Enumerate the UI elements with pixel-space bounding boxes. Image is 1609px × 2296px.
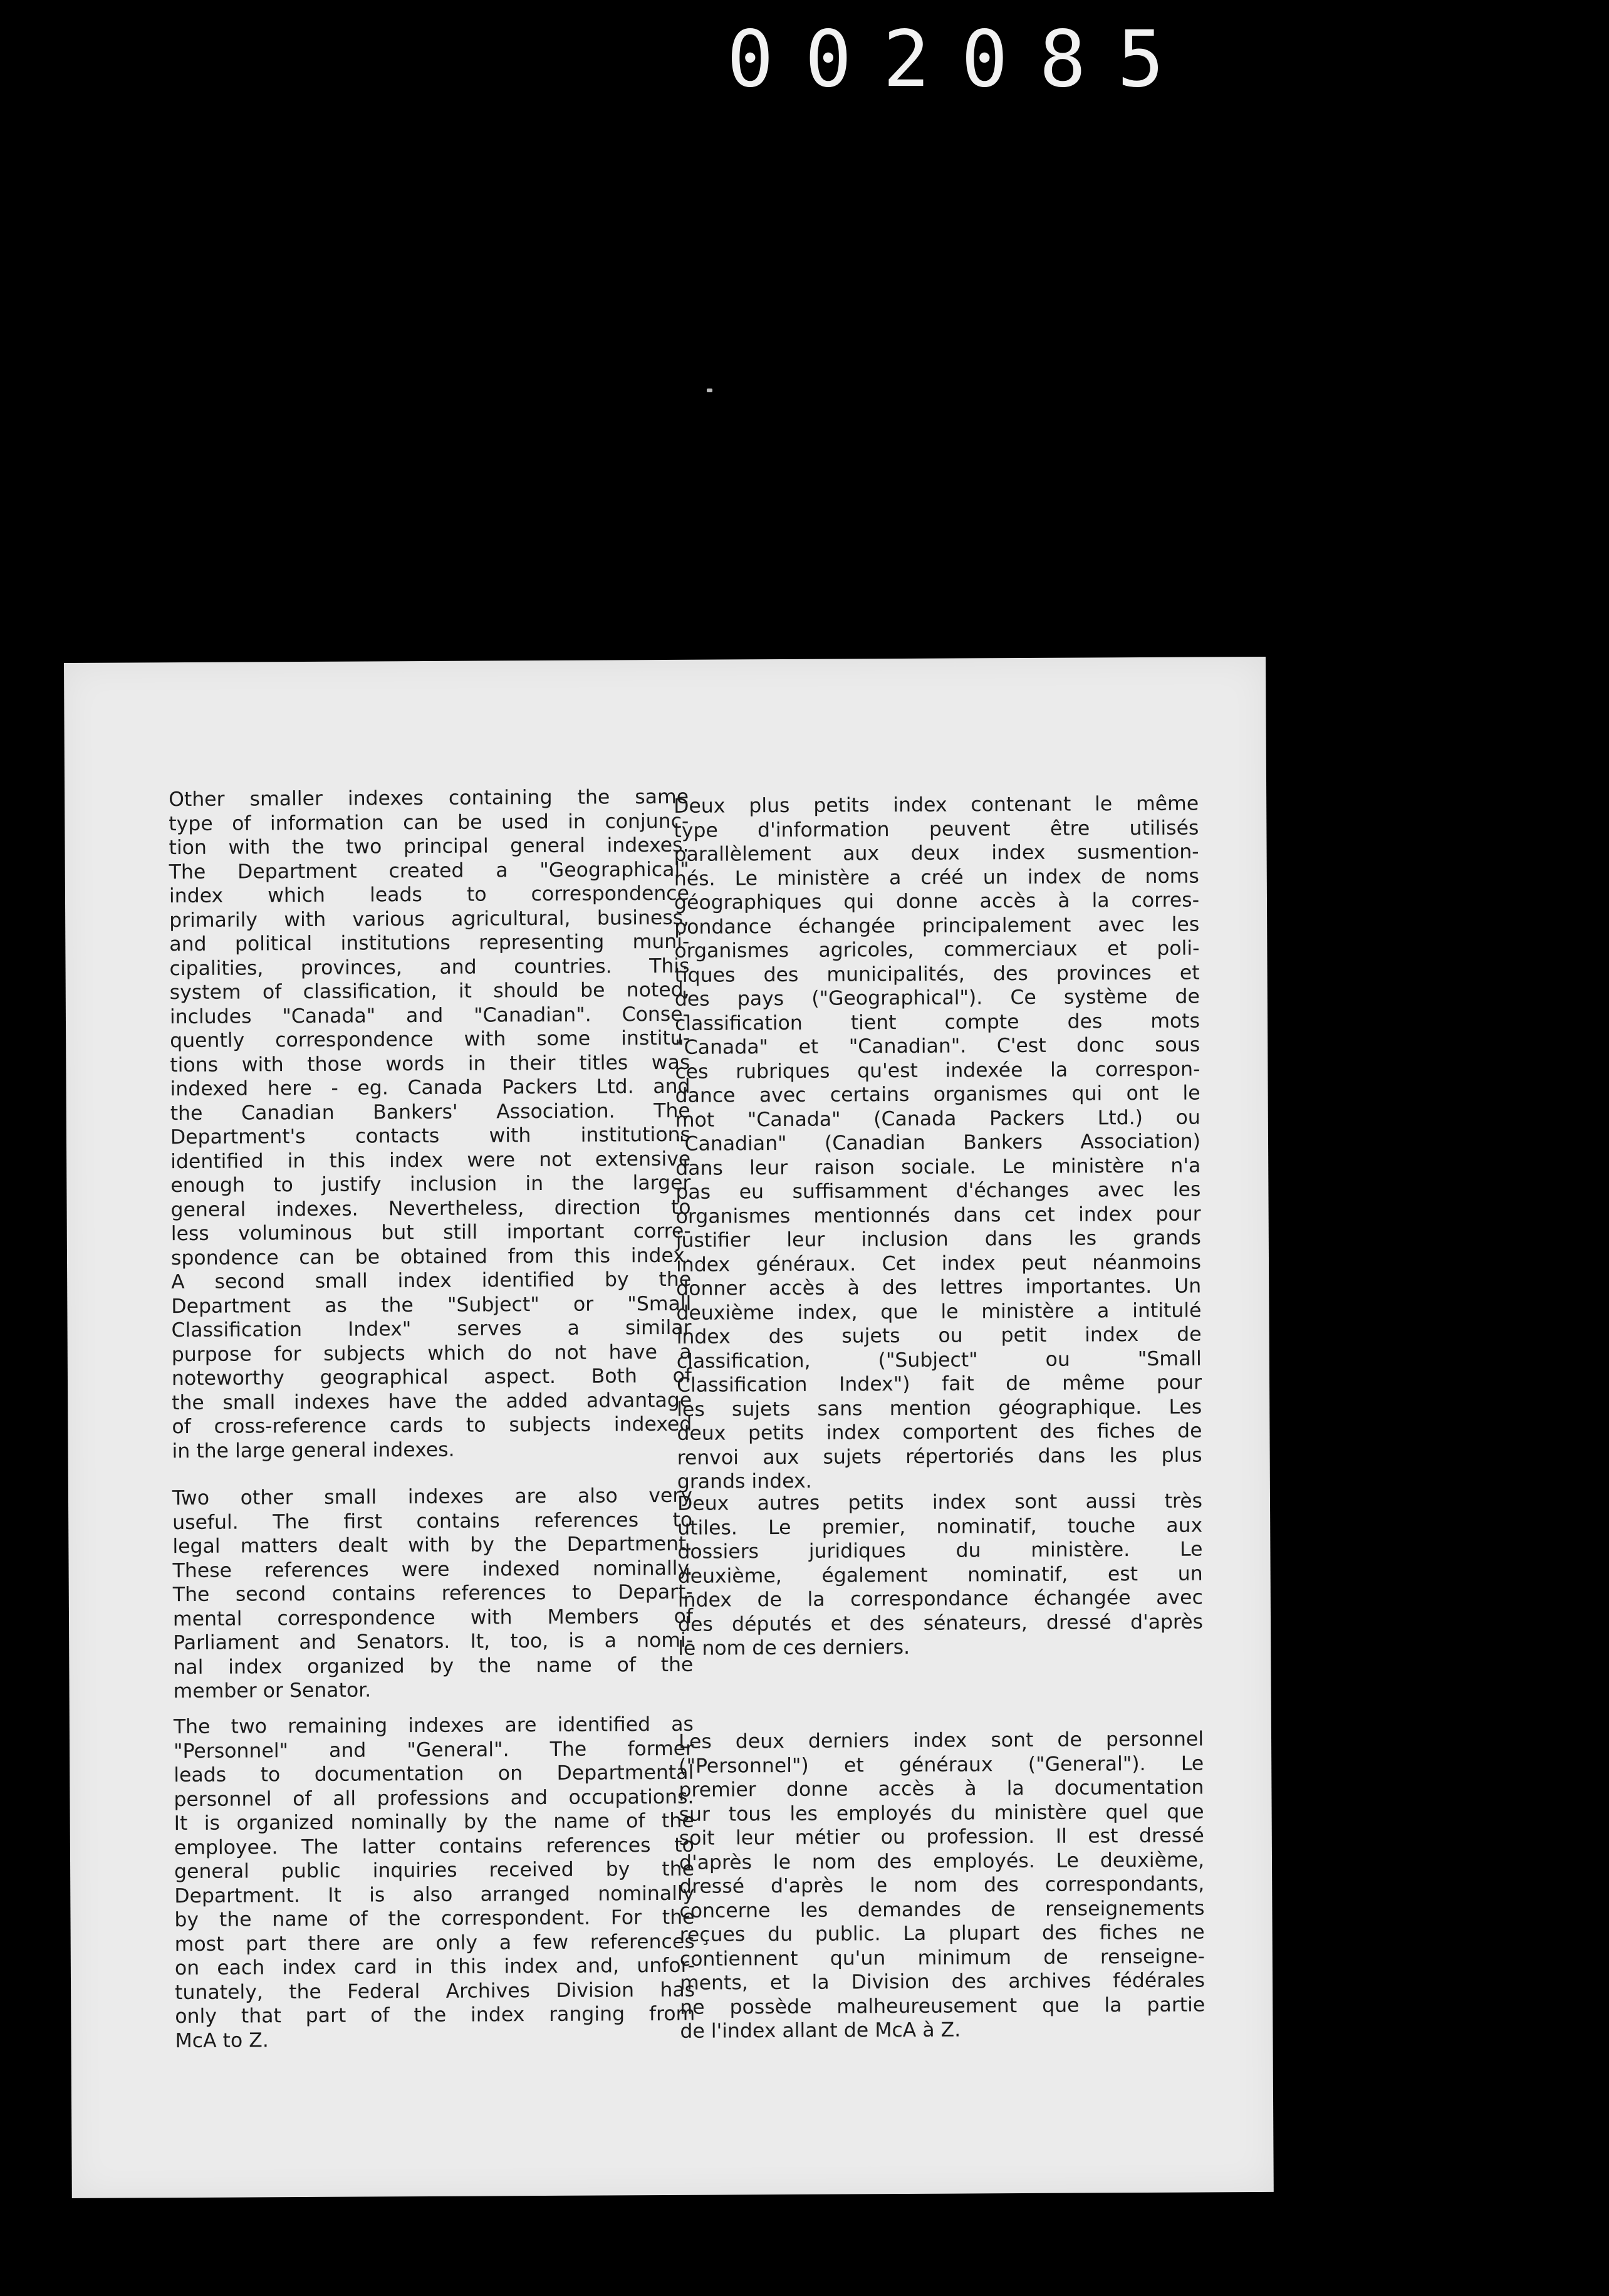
text-line: ne possède malheureusement que la partie — [680, 1993, 1205, 2019]
text-line: premier donne accès à la documentation — [679, 1776, 1204, 1802]
text-line: The second contains references to Depart- — [172, 1580, 693, 1607]
text-line: index des sujets ou petit index de — [676, 1323, 1202, 1349]
text-line: classification tient compte des mots — [674, 1010, 1200, 1035]
text-line: tunately, the Federal Archives Division has — [175, 1978, 695, 2004]
text-line: nal index organized by the name of the — [173, 1653, 694, 1679]
english-column — [168, 660, 695, 2052]
english-paragraph-3 — [174, 1713, 695, 2053]
text-line: classification, ("Subject" ou "Small — [676, 1347, 1202, 1373]
text-line: dressé d'après le nom des correspondants, — [679, 1872, 1205, 1898]
text-line: ments, et la Division des archives fédérales — [679, 1969, 1205, 1995]
text-line: member or Senator. — [173, 1679, 372, 1703]
text-line: The two remaining indexes are identified as — [173, 1713, 694, 1739]
text-line: pondance échangée principalement avec les — [674, 913, 1200, 939]
text-line: legal matters dealt with by the Department. — [172, 1532, 693, 1558]
french-column — [673, 657, 1205, 2043]
text-line: deuxième, également nominatif, est un — [677, 1562, 1203, 1588]
text-line: tions with those words in their titles was — [170, 1051, 690, 1077]
text-line: des députés et des sénateurs, dressé d'après — [677, 1610, 1204, 1636]
text-line: mental correspondence with Members of — [172, 1605, 694, 1631]
text-line: index de la correspondance échangée avec — [677, 1586, 1203, 1612]
text-line: only that part of the index ranging from — [175, 2002, 695, 2028]
text-line: "Personnel" and "General". The former — [174, 1737, 694, 1763]
text-line: sur tous les employés du ministère quel que — [679, 1800, 1204, 1826]
text-line: and political institutions representing muni- — [169, 930, 690, 956]
french-paragraph-2 — [677, 1490, 1203, 1661]
text-line: index which leads to correspondence — [169, 882, 690, 908]
text-line: dans leur raison sociale. Le ministère n'a — [675, 1154, 1201, 1180]
film-speck — [707, 389, 712, 392]
text-line: primarily with various agricultural, business, — [169, 906, 690, 932]
text-line: The Department created a "Geographical" — [169, 858, 689, 884]
text-line: indexed here - eg. Canada Packers Ltd. and — [170, 1075, 690, 1101]
text-line: by the name of the correspondent. For the — [174, 1906, 695, 1932]
french-paragraph-1 — [674, 792, 1202, 1495]
english-paragraph-1 — [169, 785, 692, 1463]
text-line: soit leur métier ou profession. Il est dressé — [679, 1824, 1204, 1850]
text-line: Department's contacts with institutions — [170, 1123, 691, 1149]
text-line: McA to Z. — [175, 2028, 269, 2052]
text-line: general indexes. Nevertheless, direction to — [170, 1196, 691, 1221]
text-line: These references were indexed nominally. — [172, 1557, 693, 1582]
text-line: dance avec certains organismes qui ont le — [675, 1082, 1200, 1107]
text-line: general public inquiries received by the — [174, 1857, 695, 1884]
text-line: organismes mentionnés dans cet index pour — [675, 1203, 1201, 1228]
text-line: tiques des municipalités, des provinces et — [674, 961, 1200, 987]
text-line: Classification Index" serves a similar — [171, 1316, 692, 1342]
text-line: reçues du public. La plupart des fiches ne — [679, 1921, 1205, 1946]
text-line: of cross-reference cards to subjects indexed — [172, 1412, 692, 1439]
text-line: type d'information peuvent être utilisés — [674, 817, 1199, 842]
text-line: Department as the "Subject" or "Small — [171, 1292, 692, 1318]
text-line: Parliament and Senators. It, too, is a nomi- — [173, 1629, 694, 1655]
text-line: "Canada" et "Canadian". C'est donc sous — [675, 1033, 1200, 1059]
text-line: the Canadian Bankers' Association. The — [170, 1099, 690, 1125]
text-line: dossiers juridiques du ministère. Le — [677, 1538, 1203, 1563]
text-line: employee. The latter contains references to — [174, 1834, 694, 1859]
text-line: tion with the two principal general indexes. — [169, 833, 689, 860]
text-line: enough to justify inclusion in the larger — [170, 1171, 691, 1198]
text-line: includes "Canada" and "Canadian". Conse- — [169, 1003, 690, 1028]
text-line: pas eu suffisamment d'échanges avec les — [675, 1178, 1201, 1204]
text-line: contiennent qu'un minimum de renseigne- — [679, 1944, 1205, 1971]
text-line: d'après le nom des employés. Le deuxième, — [679, 1848, 1205, 1874]
text-line: leads to documentation on Departmental — [174, 1761, 694, 1787]
text-line: type of information can be used in conjunc- — [169, 810, 689, 835]
text-line: Deux autres petits index sont aussi très — [677, 1490, 1203, 1515]
text-line: Classification Index") fait de même pour — [676, 1371, 1202, 1397]
text-line: ces rubriques qu'est indexée la correspon- — [675, 1058, 1200, 1083]
text-line: mot "Canada" (Canada Packers Ltd.) ou — [675, 1106, 1200, 1132]
text-line: spondence can be obtained from this index. — [170, 1244, 692, 1270]
text-line: justifier leur inclusion dans les grands — [675, 1226, 1201, 1252]
text-line: A second small index identified by the — [171, 1268, 692, 1294]
english-paragraph-2 — [172, 1484, 694, 1704]
text-line: system of classification, it should be noted, — [169, 978, 690, 1004]
text-line: the small indexes have the added advantage — [172, 1389, 692, 1414]
text-line: géographiques qui donne accès à la corres- — [674, 889, 1200, 914]
text-line: organismes agricoles, commerciaux et poli- — [674, 937, 1200, 963]
text-line: purpose for subjects which do not have a — [171, 1340, 692, 1366]
text-line: Department. It is also arranged nominally — [174, 1882, 695, 1907]
text-line: "Canadian" (Canadian Bankers Association) — [675, 1130, 1201, 1156]
text-line: concerne les demandes de renseignements — [679, 1896, 1205, 1923]
text-line: less voluminous but still important corre- — [170, 1219, 691, 1246]
text-line: useful. The first contains references to — [172, 1508, 693, 1534]
text-line: utiles. Le premier, nominatif, touche aux — [677, 1514, 1203, 1540]
text-line: grands index. — [677, 1469, 812, 1493]
text-line: les sujets sans mention géographique. Les — [677, 1396, 1202, 1421]
text-line: most part there are only a few references — [174, 1930, 695, 1956]
text-line: on each index card in this index and, unfor- — [174, 1954, 695, 1980]
text-line: de l'index allant de McA à Z. — [680, 2018, 961, 2043]
text-line: le nom de ces derniers. — [678, 1636, 910, 1660]
text-line: deux petits index comportent des fiches de — [677, 1419, 1202, 1445]
text-line: identified in this index were not extensive — [170, 1147, 691, 1173]
document-page — [64, 657, 1274, 2198]
text-line: personnel of all professions and occupations. — [174, 1785, 694, 1811]
text-line: Two other small indexes are also very — [172, 1484, 693, 1510]
frame-number: 002085 — [727, 14, 1195, 105]
text-line: parallèlement aux deux index susmention- — [674, 840, 1199, 866]
text-line: donner accès à des lettres importantes. Un — [676, 1275, 1202, 1300]
text-line: Deux plus petits index contenant le même — [674, 792, 1199, 818]
text-line: in the large general indexes. — [172, 1438, 455, 1463]
text-line: deuxième index, que le ministère a intitulé — [676, 1299, 1202, 1325]
text-line: It is organized nominally by the name of the — [174, 1809, 694, 1835]
french-paragraph-3 — [679, 1727, 1205, 2043]
text-line: des pays ("Geographical"). Ce système de — [674, 985, 1200, 1011]
text-line: cipalities, provinces, and countries. This — [169, 954, 690, 980]
text-line: Other smaller indexes containing the same — [169, 785, 689, 811]
text-line: renvoi aux sujets répertoriés dans les plus — [677, 1444, 1202, 1469]
text-line: noteworthy geographical aspect. Both of — [171, 1364, 692, 1391]
text-line: Les deux derniers index sont de personnel — [678, 1728, 1204, 1753]
text-line: index généraux. Cet index peut néanmoins — [675, 1251, 1202, 1276]
text-line: nés. Le ministère a créé un index de noms — [674, 865, 1199, 890]
text-line: quently correspondence with some institu- — [170, 1026, 690, 1053]
text-line: ("Personnel") et généraux ("General"). Le — [679, 1751, 1204, 1778]
